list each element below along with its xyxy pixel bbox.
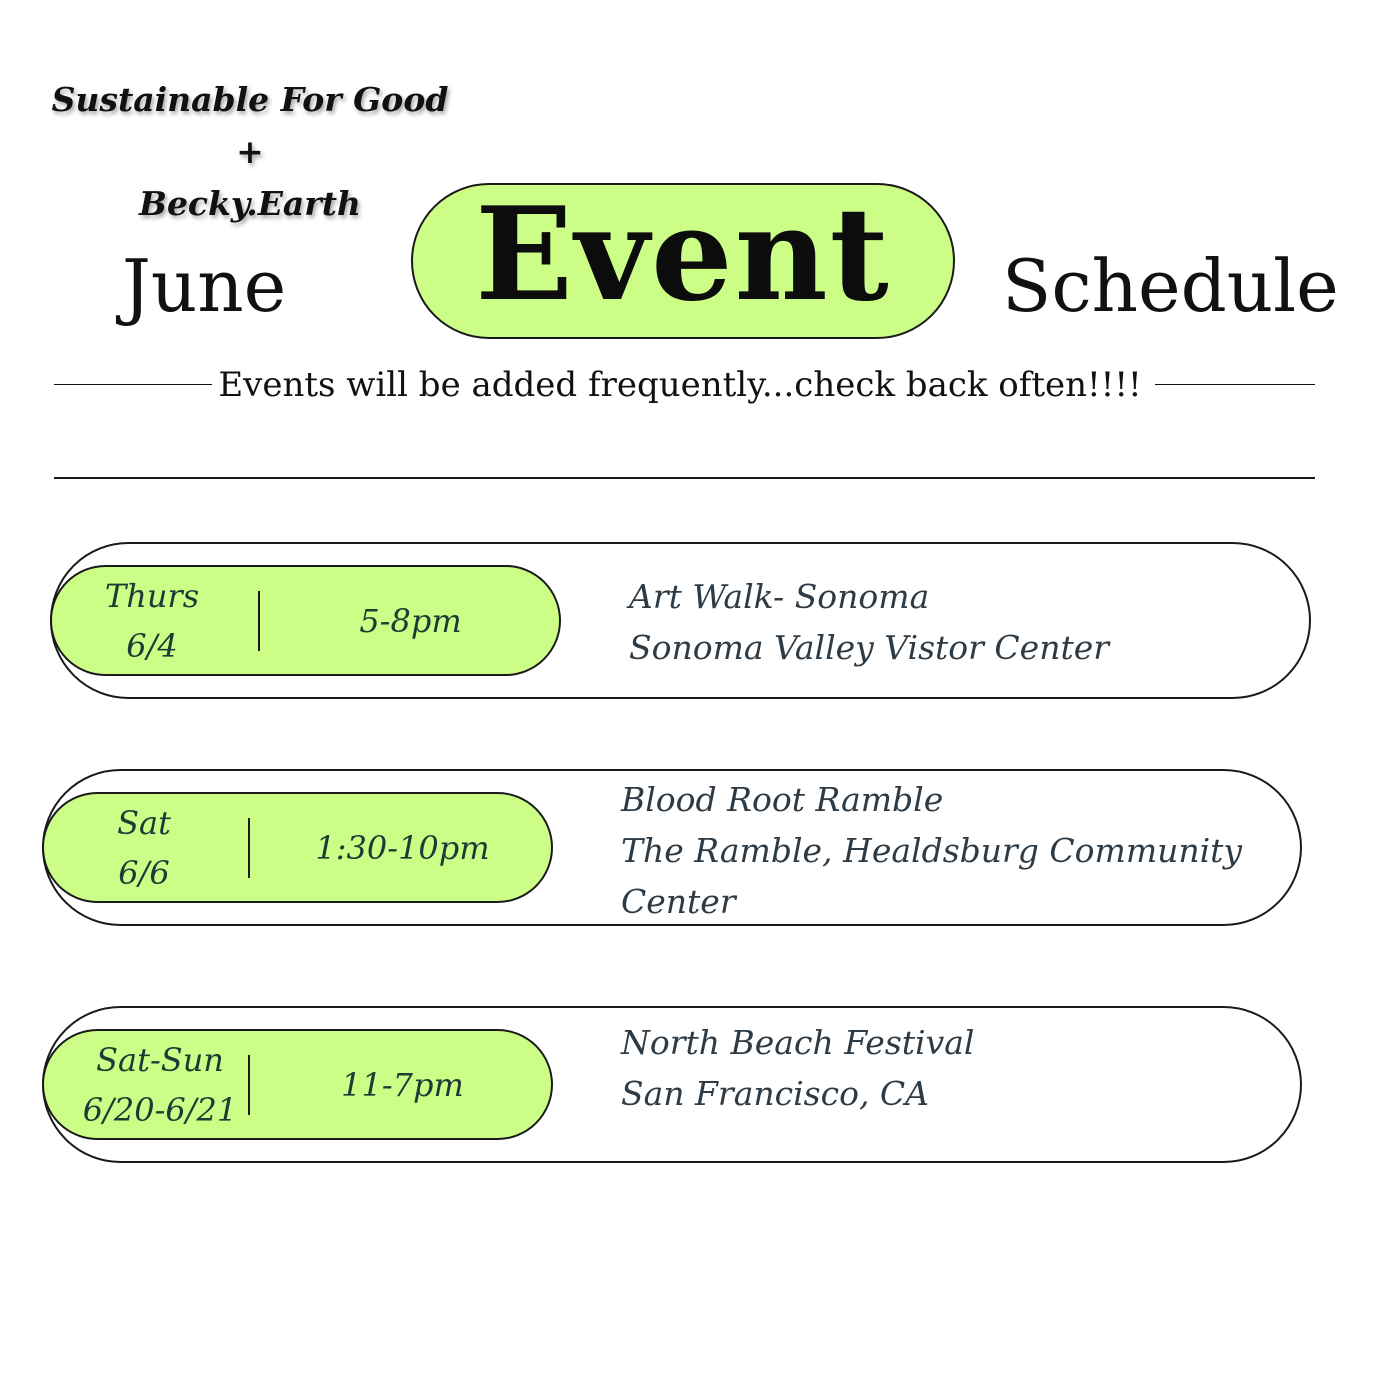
event-day-date bbox=[60, 1031, 260, 1138]
title-highlight-pill bbox=[411, 180, 955, 339]
brand-line-1: Sustainable For Good + bbox=[51, 80, 449, 171]
event-day: Sat-Sun bbox=[96, 1040, 224, 1079]
event-time: 5-8pm bbox=[359, 601, 462, 640]
title-highlight: Event bbox=[475, 180, 891, 330]
event-day-date bbox=[52, 567, 252, 674]
event-time: 11-7pm bbox=[341, 1065, 464, 1104]
event-date: 6/6 bbox=[118, 853, 170, 892]
event-date-pill bbox=[50, 565, 561, 676]
event-name: Blood Root Ramble bbox=[621, 780, 944, 819]
event-details bbox=[621, 774, 1242, 927]
event-date-pill bbox=[42, 1029, 553, 1140]
date-time-separator bbox=[258, 591, 260, 651]
event-date: 6/20-6/21 bbox=[82, 1090, 238, 1129]
title-month: June bbox=[122, 244, 287, 328]
brand-line-2: Becky.Earth bbox=[139, 184, 361, 223]
event-day-date bbox=[44, 794, 244, 901]
title-rest: Schedule bbox=[1002, 244, 1339, 328]
event-location-continued: Center bbox=[621, 882, 736, 921]
event-location: Sonoma Valley Vistor Center bbox=[629, 628, 1110, 667]
event-time: 1:30-10pm bbox=[315, 828, 490, 867]
tagline-rule-left bbox=[54, 384, 212, 385]
date-time-separator bbox=[248, 818, 250, 878]
section-divider bbox=[54, 477, 1315, 479]
event-name: North Beach Festival bbox=[621, 1023, 975, 1062]
event-location: San Francisco, CA bbox=[621, 1074, 930, 1113]
tagline: Events will be added frequently...check back often!!!! bbox=[218, 365, 1142, 405]
event-location: The Ramble, Healdsburg Community bbox=[621, 831, 1243, 870]
date-time-separator bbox=[248, 1055, 250, 1115]
event-date-pill bbox=[42, 792, 553, 903]
brand-title bbox=[40, 74, 460, 230]
event-day: Thurs bbox=[104, 576, 200, 615]
event-day: Sat bbox=[117, 803, 171, 842]
event-date: 6/4 bbox=[126, 626, 178, 665]
event-details bbox=[621, 1017, 974, 1119]
tagline-rule-right bbox=[1155, 384, 1315, 385]
event-details bbox=[629, 571, 1109, 673]
event-name: Art Walk- Sonoma bbox=[629, 577, 930, 616]
